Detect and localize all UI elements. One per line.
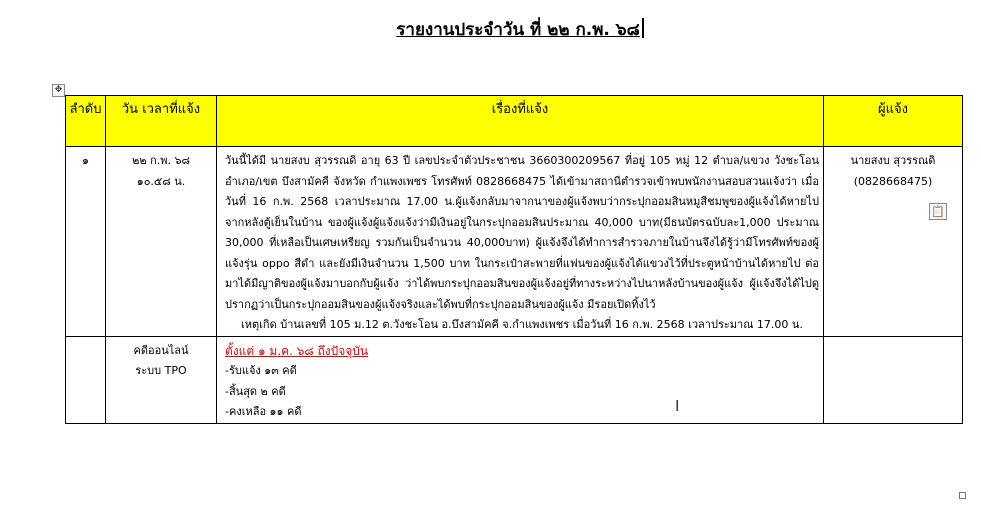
- header-reporter: ผู้แจ้ง: [824, 96, 963, 147]
- row2-system: ระบบ TPO: [135, 364, 187, 377]
- online-received: -รับแจ้ง ๑๓ คดี: [225, 364, 297, 377]
- row1-date: [106, 147, 217, 337]
- story-incident-text: เหตุเกิด บ้านเลขที่ 105 ม.12 ต.วังชะโอน อ.บึงสามัคคี จ.กำแพงเพชร เมื่อวันที่ 16 ก.พ. 2568 เวลาประมาณ 17.00 น.: [241, 318, 803, 331]
- ibeam-cursor-icon: I: [675, 397, 680, 415]
- row2-story[interactable]: [217, 336, 824, 423]
- row1-story[interactable]: [217, 147, 824, 337]
- online-finished: -สิ้นสุด ๒ คดี: [225, 384, 286, 398]
- row1-date-day: ๒๒ ก.พ. ๖๘: [132, 154, 190, 167]
- table-row: [66, 147, 963, 337]
- table-resize-icon[interactable]: [959, 492, 966, 499]
- text-caret: [642, 18, 644, 38]
- table-row: [66, 336, 963, 423]
- move-arrows-icon[interactable]: ✥: [52, 84, 65, 97]
- row1-reporter: [824, 147, 963, 337]
- clipboard-paste-icon[interactable]: 📋: [929, 203, 947, 220]
- row2-no: [66, 336, 106, 423]
- reporter-name: นายสงบ สุวรรณดิ: [850, 154, 936, 167]
- row2-case-type: คดีออนไลน์: [133, 343, 189, 357]
- online-remaining: -คงเหลือ ๑๑ คดี: [225, 405, 302, 418]
- header-no: ลำดับ: [66, 96, 106, 147]
- row2-date: [106, 336, 217, 423]
- report-table: [65, 95, 963, 424]
- row1-no: ๑: [66, 147, 106, 337]
- page-title-text: รายงานประจำวัน ที่ ๒๒ ก.พ. ๖๘: [396, 20, 640, 40]
- row2-reporter: [824, 336, 963, 423]
- row1-date-time: ๑๐.๕๘ น.: [136, 174, 186, 188]
- header-date: วัน เวลาที่แจ้ง: [106, 96, 217, 147]
- table-header-row: [66, 96, 963, 147]
- page-title: [0, 16, 981, 43]
- story-main-text: วันนี้ได้มี นายสงบ สุวรรณดิ อายุ 63 ปี เลขประจำตัวประชาชน 3660300209567 ที่อยู่ 105 หมู่ 12 ตำบล/แขวง วังชะโอน อำเภอ/เขต บึงสามัคคี จังหวัด กำแพงเพชร โทรศัพท์ 0828668475 ได้เข้ามาสถานีตำรวจเข้าพบพนักงานสอบสวนแจ้งว่า เมื่อวันที่ 16 ก.พ. 2568 เวลาประมาณ 17.00 น.ผู้แจ้งกลับมาจากนาของผู้แจ้งพบว่ากระปุกออมสินหมูสีชมพูของผู้แจ้งได้หายไปจากหลังตู้เย็นในบ้าน ของผู้แจ้งผู้แจ้งแจ้งว่ามีเงินอยู่ในกระปุกออมสินประมาณ 40,000 บาท(มีธนบัตรฉบับละ1,000 ประมาณ 30,000 ที่เหลือเป็นเศษเหรียญ รวมกันเป็นจำนวน 40,000บาท) ผู้แจ้งจึงได้ทำการสำรวจภายในบ้านจึงได้รู้ว่ามีโทรศัพท์ของผู้แจ้งรุ่น oppo สีดำ และยังมีเงินจำนวน 1,500 บาท ในกระเป๋าสะพายที่แฟนของผู้แจ้งได้แขวงไว้ที่ประตูหน้าบ้านได้หายไป ต่อมาได้มีญาติของผู้แจ้งมาบอกกับผู้แจ้ง ว่าได้พบกระปุกออมสินของผู้แจ้งอยู่ที่ทางระหว่างไปนาหลังบ้านของผู้แจ้ง ผู้แจ้งจึงได้ไปดูปรากฏว่าเป็นกระปุกออมสินของผู้แจ้งจริงและได้พบที่กระปุกออมสินของผู้แจ้ง มีรอยเปิดทิ้งไว้: [225, 154, 819, 311]
- reporter-phone: (0828668475): [853, 174, 933, 188]
- online-since-text: ตั้งแต่ ๑ ม.ค. ๖๘ ถึงปัจจุบัน: [225, 343, 369, 358]
- header-story: เรื่องที่แจ้ง: [217, 96, 824, 147]
